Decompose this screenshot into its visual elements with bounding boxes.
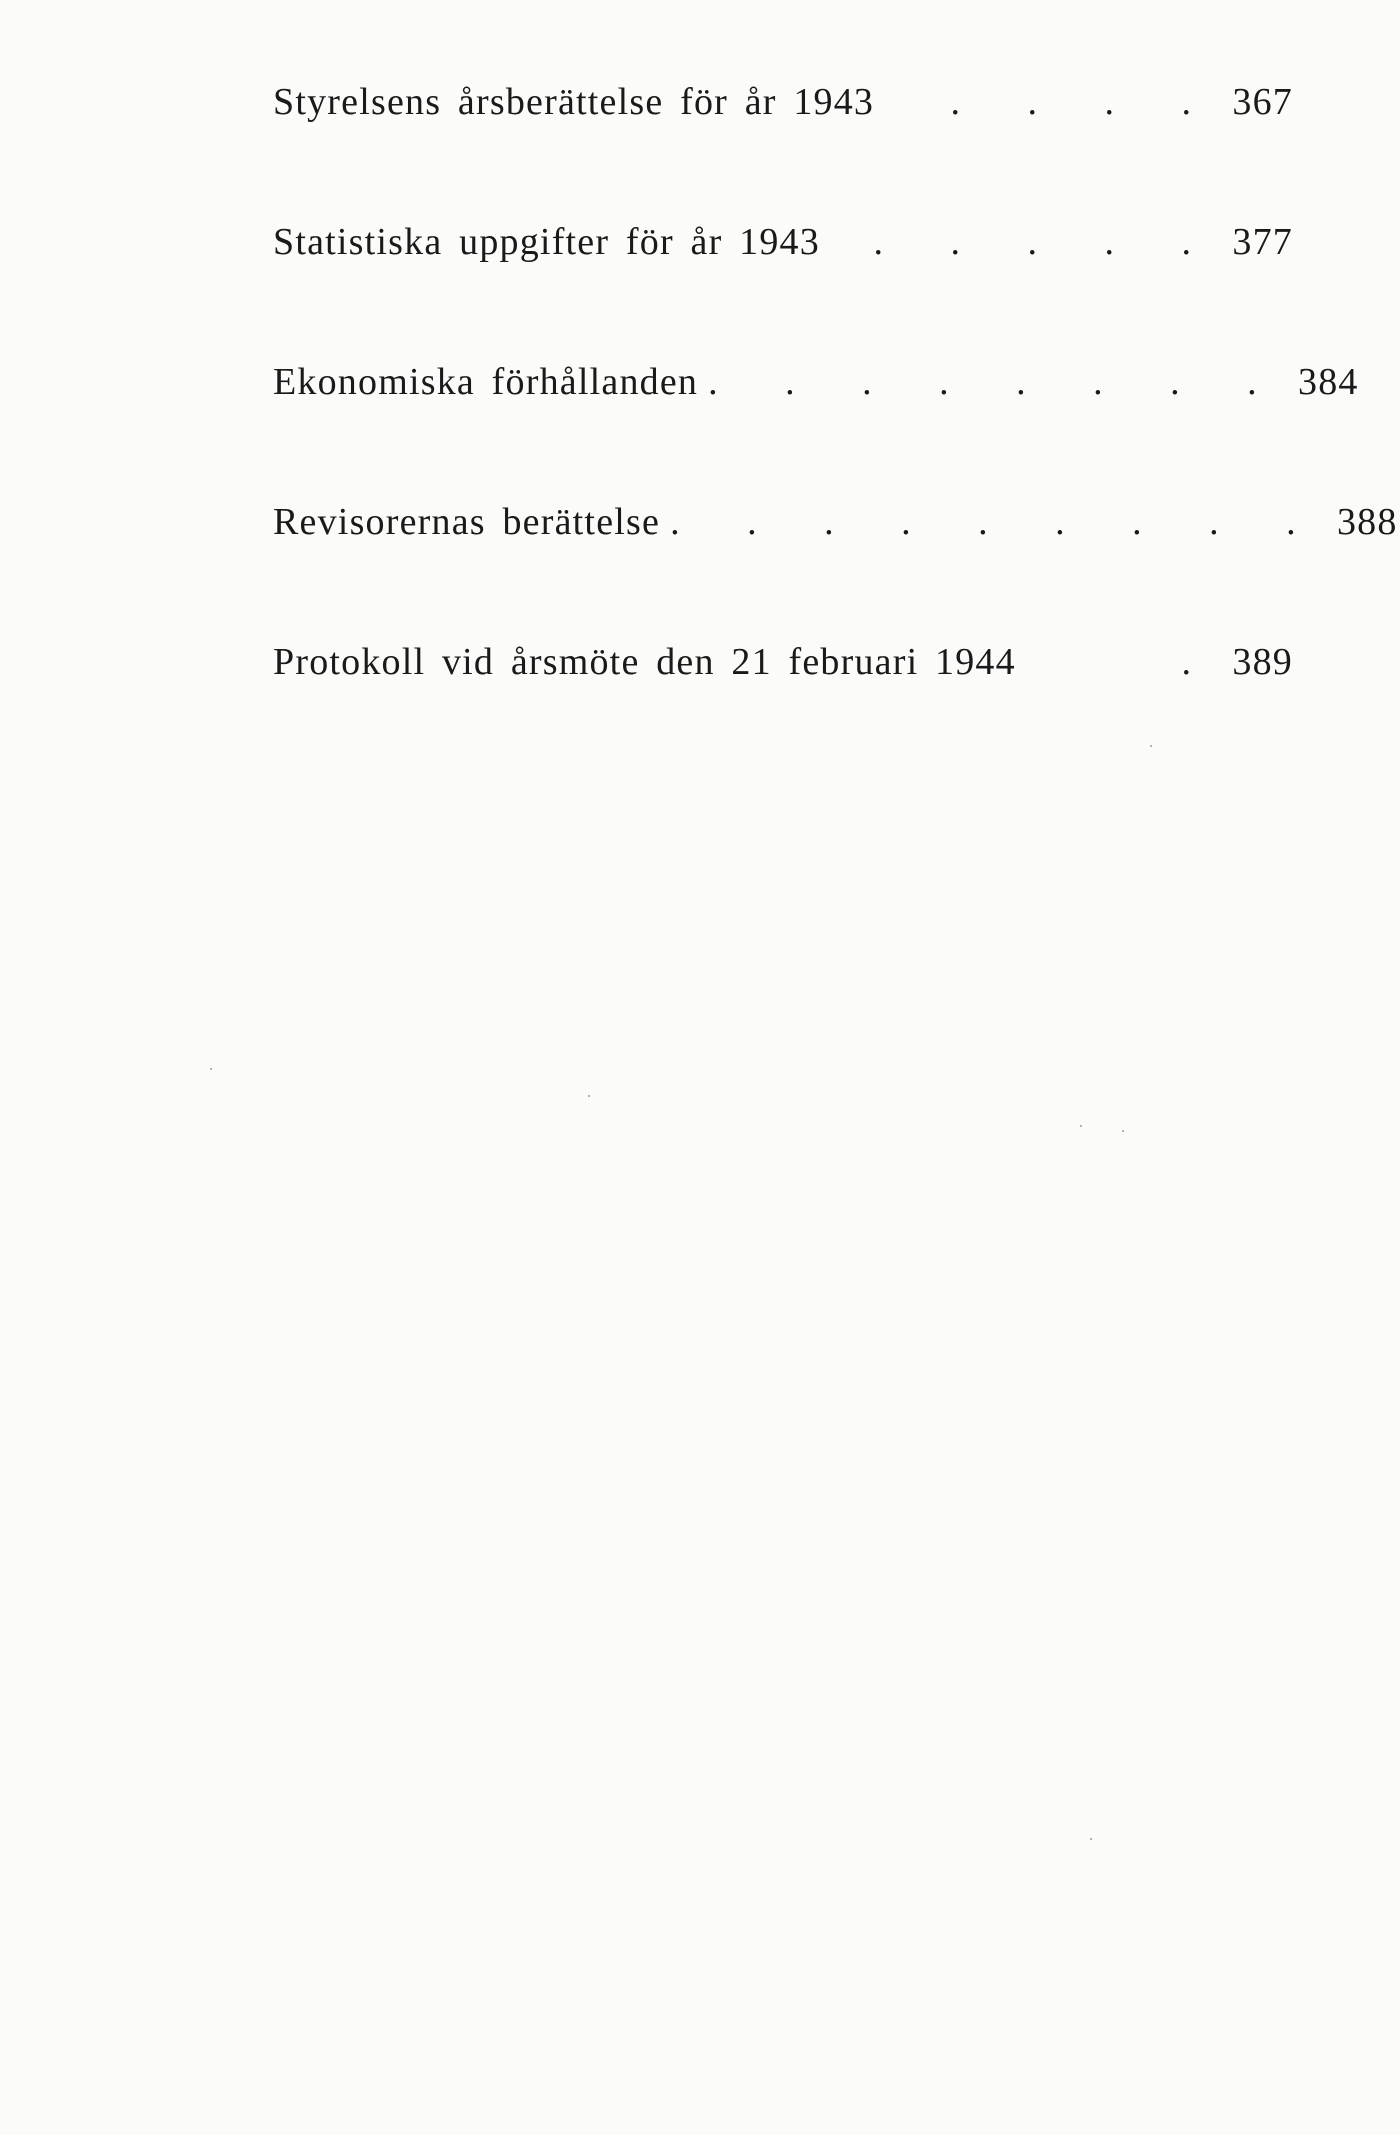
paper-speck xyxy=(1150,745,1152,747)
toc-entry xyxy=(273,500,1398,640)
toc-dot-leader: . . . . xyxy=(950,81,1217,123)
paper-speck xyxy=(588,1095,590,1097)
toc-entry-title: Revisorernas berättelse xyxy=(273,501,661,543)
toc-page-number: 384 xyxy=(1298,361,1359,403)
toc-entry-title: Protokoll vid årsmöte den 21 februari 1944 xyxy=(273,641,1016,683)
toc-entry-title: Styrelsens årsberättelse för år 1943 xyxy=(273,81,875,123)
paper-speck xyxy=(1122,1130,1124,1132)
toc-dot-leader: . xyxy=(1181,641,1217,683)
toc-entry xyxy=(273,360,1359,500)
toc-page-number: 377 xyxy=(1232,221,1293,263)
toc-page-number: 389 xyxy=(1232,641,1293,683)
toc-entry xyxy=(273,80,1293,220)
table-of-contents xyxy=(273,80,1398,780)
paper-speck xyxy=(1080,1125,1082,1127)
toc-dot-leader: . . . . . xyxy=(873,221,1217,263)
toc-page-number: 388 xyxy=(1336,501,1398,543)
paper-speck xyxy=(1090,1838,1092,1840)
toc-entry-title: Statistiska uppgifter för år 1943 xyxy=(273,221,820,263)
toc-entry-title: Ekonomiska förhållanden xyxy=(273,361,699,403)
toc-entry xyxy=(273,220,1293,360)
toc-dot-leader: . . . . . . . . . xyxy=(670,501,1322,543)
paper-speck xyxy=(210,1068,212,1070)
toc-page-number: 367 xyxy=(1232,81,1293,123)
toc-entry xyxy=(273,640,1293,780)
toc-dot-leader: . . . . . . . . xyxy=(708,361,1283,403)
